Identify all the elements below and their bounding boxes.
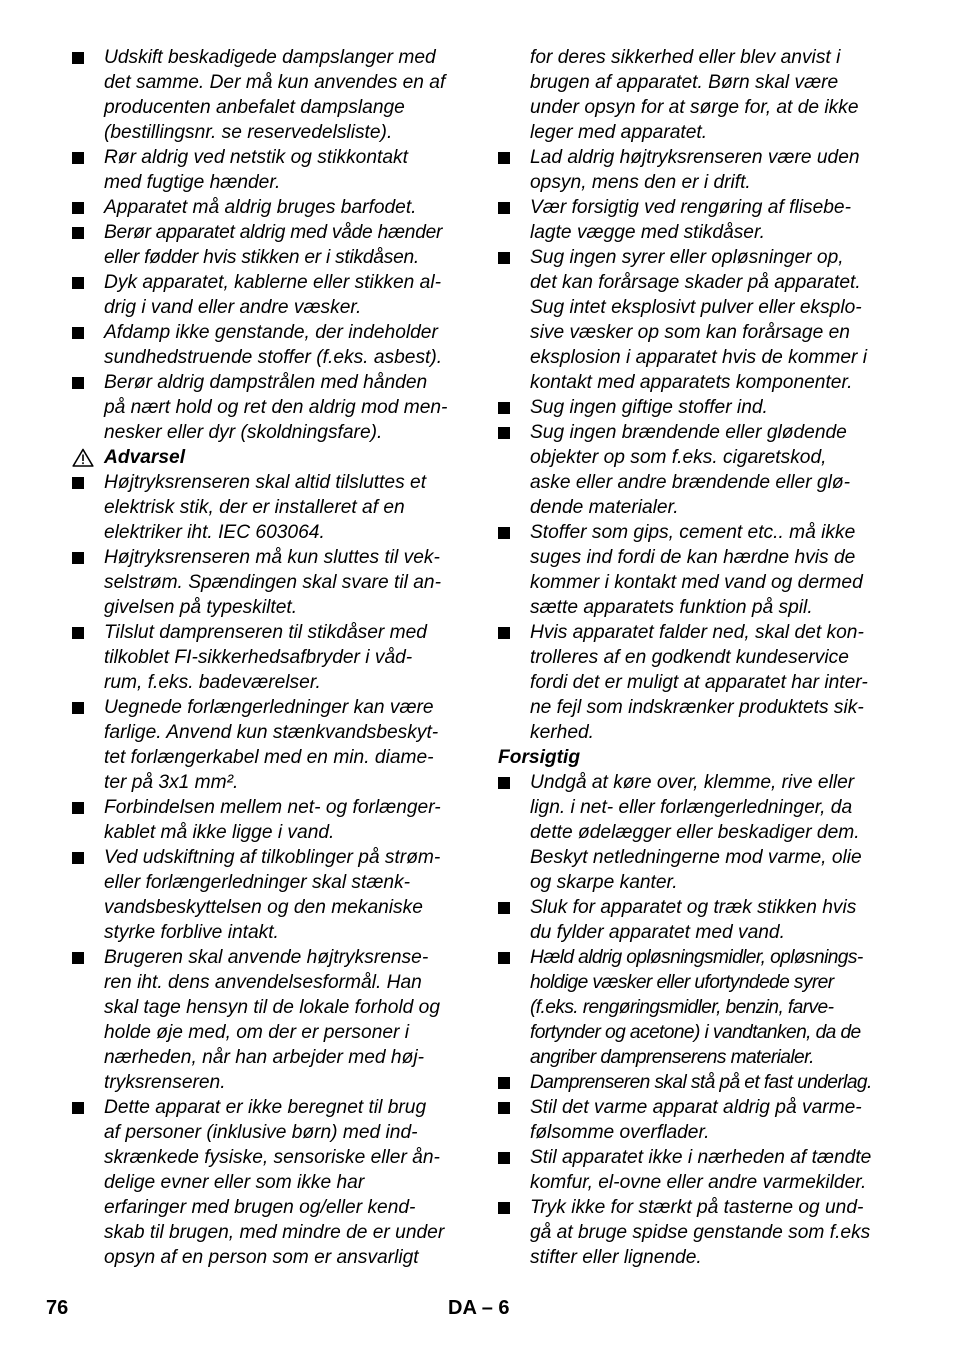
bullet-item [498, 420, 898, 520]
text-line: Stil det varme apparat aldrig på varme- [530, 1097, 862, 1118]
bullet-item [498, 945, 898, 1070]
square-bullet-icon [498, 1202, 510, 1214]
square-bullet-icon [72, 702, 84, 714]
square-bullet-icon [498, 1077, 510, 1089]
bullet-item [498, 1145, 898, 1195]
text-line: Afdamp ikke genstande, der indeholder [104, 322, 438, 343]
bullet-item [72, 45, 472, 145]
text-line: Højtryksrenseren må kun sluttes til vek- [104, 547, 440, 568]
text-line: tet forlængerkabel med en min. diame- [104, 747, 434, 768]
text-line: opsyn af en person som er ansvarligt [104, 1247, 419, 1268]
text-line: Udskift beskadigede dampslanger med [104, 47, 436, 68]
square-bullet-icon [498, 152, 510, 164]
text-line: leger med apparatet. [530, 122, 708, 143]
page-number: 76 [46, 1297, 69, 1319]
square-bullet-icon [498, 1152, 510, 1164]
text-line: kommer i kontakt med vand og dermed [530, 572, 863, 593]
text-line: ne fejl som indskrænker produktets sik- [530, 697, 864, 718]
square-bullet-icon [72, 327, 84, 339]
bullet-item [72, 845, 472, 945]
right-safety-list-a [498, 145, 898, 745]
square-bullet-icon [498, 202, 510, 214]
square-bullet-icon [498, 427, 510, 439]
text-line: Ved udskiftning af tilkoblinger på strøm- [104, 847, 441, 868]
square-bullet-icon [498, 1102, 510, 1114]
caution-heading: Forsigtig [498, 747, 581, 768]
text-line: (bestillingsnr. se reservedelsliste). [104, 122, 393, 143]
bullet-item [72, 695, 472, 795]
text-line: ter på 3x1 mm². [104, 772, 239, 793]
text-line: holdige væsker eller ufortyndede syrer [530, 972, 834, 993]
text-line: givelsen på typeskiltet. [104, 597, 298, 618]
warning-heading: Advarsel [104, 447, 186, 468]
text-line: nesker eller dyr (skoldningsfare). [104, 422, 383, 443]
square-bullet-icon [72, 52, 84, 64]
bullet-item [72, 795, 472, 845]
text-line: det samme. Der må kun anvendes en af [104, 72, 446, 93]
text-line: objekter op som f.eks. cigaretskod, [530, 447, 827, 468]
square-bullet-icon [72, 1102, 84, 1114]
text-line: det kan forårsage skader på apparatet. [530, 272, 861, 293]
bullet-item [498, 1095, 898, 1145]
bullet-item [498, 895, 898, 945]
text-line: trolleres af en godkendt kundeservice [530, 647, 849, 668]
text-line: skal tage hensyn til de lokale forhold og [104, 997, 440, 1018]
text-line: følsomme overflader. [530, 1122, 710, 1143]
bullet-item [72, 620, 472, 695]
text-line: elektriker iht. IEC 603064. [104, 522, 325, 543]
text-line: sundhedstruende stoffer (f.eks. asbest). [104, 347, 443, 368]
text-line: suges ind fordi de kan hærdne hvis de [530, 547, 856, 568]
text-line: Undgå at køre over, klemme, rive eller [530, 772, 855, 793]
text-line: styrke forblive intakt. [104, 922, 279, 943]
text-line: kontakt med apparatets komponenter. [530, 372, 853, 393]
text-line: Brugeren skal anvende højtryksrense- [104, 947, 429, 968]
bullet-item [498, 770, 898, 895]
square-bullet-icon [72, 277, 84, 289]
bullet-item [72, 545, 472, 620]
text-line: eller forlængerledninger skal stænk- [104, 872, 411, 893]
text-line: farlige. Anvend kun stænkvandsbeskyt- [104, 722, 439, 743]
bullet-item [72, 470, 472, 545]
text-line: Uegnede forlængerledninger kan være [104, 697, 434, 718]
text-line: Sug intet eksplosivt pulver eller eksplo- [530, 297, 862, 318]
bullet-item [498, 245, 898, 395]
square-bullet-icon [498, 902, 510, 914]
text-line: Hvis apparatet falder ned, skal det kon- [530, 622, 864, 643]
text-line: af personer (inklusive børn) med ind- [104, 1122, 418, 1143]
text-line: eksplosion i apparatet hvis de kommer i [530, 347, 868, 368]
text-line: Vær forsigtig ved rengøring af flisebe- [530, 197, 851, 218]
text-line: lign. i net- eller forlængerledninger, da [530, 797, 853, 818]
bullet-item [498, 1195, 898, 1270]
left-column [72, 45, 472, 1270]
text-line: elektrisk stik, der er installeret af en [104, 497, 405, 518]
text-line: Berør apparatet aldrig med våde hænder [104, 222, 443, 243]
warning-triangle-icon [72, 448, 94, 467]
bullet-item [498, 395, 898, 420]
continued-paragraph [498, 45, 898, 145]
text-line: dende materialer. [530, 497, 679, 518]
square-bullet-icon [498, 527, 510, 539]
bullet-item [72, 945, 472, 1095]
warning-heading-row [72, 445, 472, 470]
text-line: rum, f.eks. badeværelser. [104, 672, 321, 693]
text-line: angriber damprenserens materialer. [530, 1047, 814, 1068]
right-safety-list-b [498, 770, 898, 1270]
bullet-item [72, 145, 472, 195]
text-line: fortynder og acetone) i vandtanken, da de [530, 1022, 861, 1043]
bullet-item [498, 520, 898, 620]
text-line: selstrøm. Spændingen skal svare til an- [104, 572, 441, 593]
text-line: Rør aldrig ved netstik og stikkontakt [104, 147, 408, 168]
text-line: Sug ingen syrer eller opløsninger op, [530, 247, 844, 268]
text-line: nærheden, når han arbejder med høj- [104, 1047, 424, 1068]
text-line: fordi det er muligt at apparatet har inter- [530, 672, 868, 693]
square-bullet-icon [72, 552, 84, 564]
square-bullet-icon [72, 802, 84, 814]
text-line: (f.eks. rengøringsmidler, benzin, farve- [530, 997, 834, 1018]
square-bullet-icon [72, 152, 84, 164]
square-bullet-icon [72, 227, 84, 239]
text-line: brugen af apparatet. Børn skal være [530, 72, 839, 93]
text-line: Tryk ikke for stærkt på tasterne og und- [530, 1197, 864, 1218]
square-bullet-icon [72, 377, 84, 389]
text-line: Dette apparat er ikke beregnet til brug [104, 1097, 427, 1118]
text-line: Stoffer som gips, cement etc.. må ikke [530, 522, 856, 543]
bullet-item [72, 370, 472, 445]
page-label: DA – 6 [448, 1297, 510, 1319]
text-line: Apparatet må aldrig bruges barfodet. [104, 197, 417, 218]
text-line: opsyn, mens den er i drift. [530, 172, 751, 193]
text-line: vandsbeskyttelsen og den mekaniske [104, 897, 423, 918]
left-safety-list-b [72, 470, 472, 1270]
text-line: for deres sikkerhed eller blev anvist i [530, 47, 841, 68]
bullet-item [498, 620, 898, 745]
text-line: tryksrenseren. [104, 1072, 226, 1093]
square-bullet-icon [498, 627, 510, 639]
text-line: drig i vand eller andre væsker. [104, 297, 362, 318]
text-line: kablet må ikke ligge i vand. [104, 822, 335, 843]
text-line: Forbindelsen mellem net- og forlænger- [104, 797, 441, 818]
square-bullet-icon [498, 952, 510, 964]
text-line: og skarpe kanter. [530, 872, 678, 893]
text-line: Hæld aldrig opløsningsmidler, opløsnings- [530, 947, 863, 968]
text-line: gå at bruge spidse genstande som f.eks [530, 1222, 871, 1243]
text-line: Sluk for apparatet og træk stikken hvis [530, 897, 857, 918]
square-bullet-icon [498, 402, 510, 414]
bullet-item [72, 1095, 472, 1270]
right-column [498, 45, 898, 1270]
text-line: erfaringer med brugen og/eller kend- [104, 1197, 416, 1218]
text-line: Berør aldrig dampstrålen med hånden [104, 372, 428, 393]
text-line: med fugtige hænder. [104, 172, 281, 193]
text-line: ren iht. dens anvendelsesformål. Han [104, 972, 422, 993]
text-line: under opsyn for at sørge for, at de ikke [530, 97, 859, 118]
bullet-item [72, 320, 472, 370]
text-line: delige evner eller som ikke har [104, 1172, 365, 1193]
text-line: du fylder apparatet med vand. [530, 922, 785, 943]
text-line: Dyk apparatet, kablerne eller stikken al- [104, 272, 442, 293]
square-bullet-icon [72, 202, 84, 214]
text-line: på nært hold og ret den aldrig mod men- [104, 397, 448, 418]
text-line: skrænkede fysiske, sensoriske eller ån- [104, 1147, 440, 1168]
bullet-item [72, 270, 472, 320]
square-bullet-icon [498, 252, 510, 264]
text-line: Sug ingen brændende eller glødende [530, 422, 847, 443]
text-line: Tilslut damprenseren til stikdåser med [104, 622, 427, 643]
text-line: sive væsker op som kan forårsage en [530, 322, 850, 343]
text-line: komfur, el-ovne eller andre varmekilder. [530, 1172, 867, 1193]
bullet-item [498, 1070, 898, 1095]
text-line: dette ødelægger eller beskadiger dem. [530, 822, 860, 843]
text-line: eller fødder hvis stikken er i stikdåsen. [104, 247, 420, 268]
text-line: Sug ingen giftige stoffer ind. [530, 397, 768, 418]
text-line: lagte vægge med stikdåser. [530, 222, 765, 243]
text-line: aske eller andre brændende eller glø- [530, 472, 850, 493]
left-safety-list-a [72, 45, 472, 445]
text-line: kerhed. [530, 722, 594, 743]
square-bullet-icon [72, 627, 84, 639]
text-line: Lad aldrig højtryksrenseren være uden [530, 147, 860, 168]
text-line: holde øje med, om der er personer i [104, 1022, 410, 1043]
text-line: stifter eller lignende. [530, 1247, 702, 1268]
bullet-item [498, 145, 898, 195]
bullet-item [498, 195, 898, 245]
square-bullet-icon [498, 777, 510, 789]
text-line: Højtryksrenseren skal altid tilsluttes et [104, 472, 427, 493]
text-line: Stil apparatet ikke i nærheden af tændte [530, 1147, 872, 1168]
square-bullet-icon [72, 477, 84, 489]
bullet-item [72, 220, 472, 270]
square-bullet-icon [72, 952, 84, 964]
bullet-item [72, 195, 472, 220]
text-line: producenten anbefalet dampslange [104, 97, 405, 118]
text-line: skab til brugen, med mindre de er under [104, 1222, 445, 1243]
square-bullet-icon [72, 852, 84, 864]
text-line: Beskyt netledningerne mod varme, olie [530, 847, 862, 868]
text-line: tilkoblet FI-sikkerhedsafbryder i våd- [104, 647, 413, 668]
text-line: Damprenseren skal stå på et fast underlag. [530, 1072, 872, 1093]
text-line: sætte apparatets funktion på spil. [530, 597, 813, 618]
